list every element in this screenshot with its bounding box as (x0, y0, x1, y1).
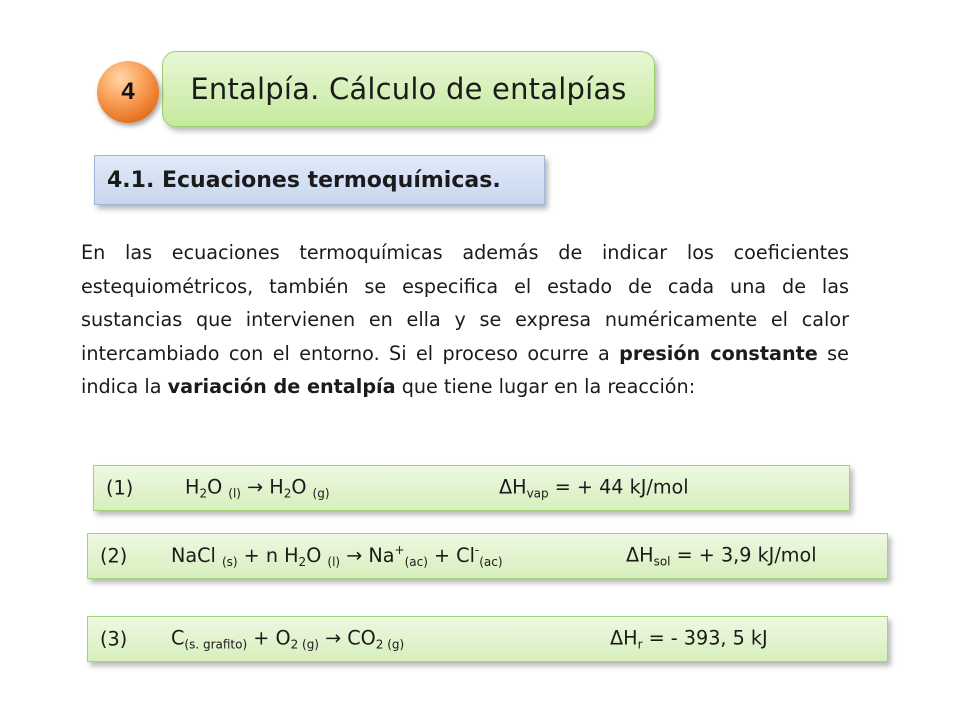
subtitle-box (94, 155, 545, 205)
intro-text-2: se indica la (81, 341, 849, 399)
section-subtitle: 4.1. Ecuaciones termoquímicas. (107, 167, 501, 193)
equation-index: (1) (106, 476, 134, 500)
equation-2-box (87, 533, 888, 579)
intro-text-3: que tiene lugar en la reacción: (395, 375, 696, 399)
intro-bold-pressure: presión constante (619, 341, 818, 365)
equation-reaction: $H_2O$ $_{(l)} \to H_2O$ $_{(g)}$ (185, 475, 330, 501)
equation-reaction: $C_{(s. grafito)} + O_{2 (g)} \to CO_{2 (g)}$ (171, 626, 405, 652)
equation-enthalpy: $\Delta H_{sol}$ = + 3,9 kJ/mol (626, 543, 817, 569)
equation-3-box (87, 616, 888, 662)
equation-enthalpy: $\Delta H_r$ = - 393, 5 kJ (610, 626, 768, 652)
intro-paragraph (81, 236, 849, 404)
title-box (162, 51, 655, 127)
section-number-badge (97, 61, 159, 123)
equation-index: (3) (100, 627, 128, 651)
equation-1-box (93, 465, 850, 511)
equation-index: (2) (100, 544, 128, 568)
page-title: Entalpía. Cálculo de entalpías (190, 72, 627, 106)
intro-text-1: En las ecuaciones termoquímicas además de indicar los coeficientes estequiométricos, también se especifica el estado de cada una de las sustancias que intervienen en ella y se expresa numéricamente el calor intercambiado con el entorno. Si el proceso ocurre a (81, 241, 849, 365)
intro-bold-enthalpy: variación de entalpía (167, 375, 396, 399)
equation-reaction: NaCl $_{(s)}$ + n $H_2O$ $_{(l)} \to Na^+_{(ac)} + Cl^-_{(ac)}$ (171, 543, 503, 569)
section-number: 4 (121, 78, 135, 105)
equation-enthalpy: $\Delta H_{vap}$ = + 44 kJ/mol (499, 475, 689, 501)
